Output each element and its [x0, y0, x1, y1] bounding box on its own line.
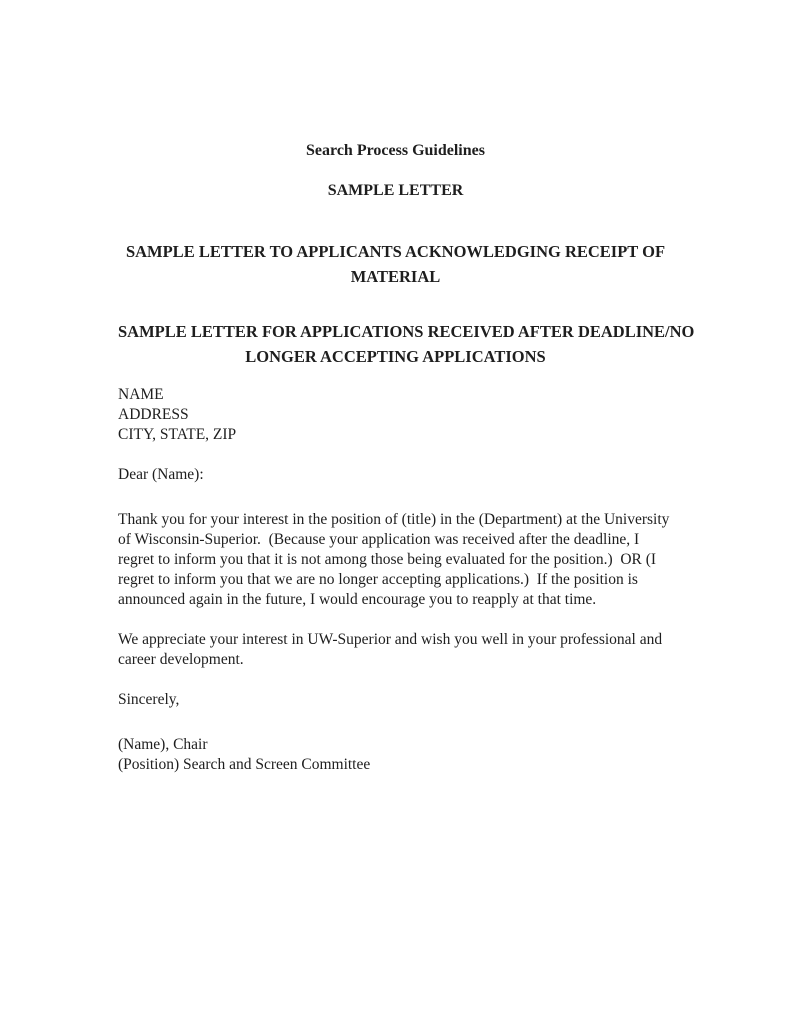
- paragraph-line: regret to inform you that we are no longer accepting applications.) If the position is: [118, 571, 638, 588]
- paragraph-line: career development.: [118, 651, 244, 668]
- document-pretitle: Search Process Guidelines: [306, 142, 485, 159]
- heading-line: SAMPLE LETTER TO APPLICANTS ACKNOWLEDGING RECEIPT OF: [125, 242, 666, 261]
- closing: Sincerely,: [118, 691, 180, 708]
- signature-position-committee: (Position) Search and Screen Committee: [118, 756, 371, 773]
- paragraph-line: regret to inform you that it is not among those being evaluated for the position.) OR (I: [118, 551, 657, 568]
- body-paragraph-appreciation: [118, 630, 673, 670]
- signature-block: [118, 735, 673, 775]
- heading-line: MATERIAL: [350, 267, 441, 286]
- paragraph-line: of Wisconsin-Superior. (Because your application was received after the deadline, I: [118, 531, 640, 548]
- recipient-address: ADDRESS: [118, 406, 189, 423]
- recipient-name: NAME: [118, 386, 164, 403]
- heading-acknowledging-receipt: [118, 239, 673, 289]
- signature-name-chair: (Name), Chair: [118, 736, 208, 753]
- heading-line: SAMPLE LETTER FOR APPLICATIONS RECEIVED AFTER DEADLINE/NO: [118, 322, 695, 341]
- heading-line: LONGER ACCEPTING APPLICATIONS: [245, 347, 546, 366]
- heading-after-deadline: [118, 319, 695, 369]
- recipient-block: [118, 385, 673, 445]
- paragraph-line: We appreciate your interest in UW-Superior and wish you well in your professional and: [118, 631, 663, 648]
- body-paragraph-thank-you: [118, 510, 673, 610]
- document-subtitle: SAMPLE LETTER: [327, 182, 464, 199]
- paragraph-line: announced again in the future, I would encourage you to reapply at that time.: [118, 591, 597, 608]
- recipient-city-state-zip: CITY, STATE, ZIP: [118, 426, 237, 443]
- paragraph-line: Thank you for your interest in the position of (title) in the (Department) at the University: [118, 511, 670, 528]
- salutation: Dear (Name):: [118, 466, 204, 483]
